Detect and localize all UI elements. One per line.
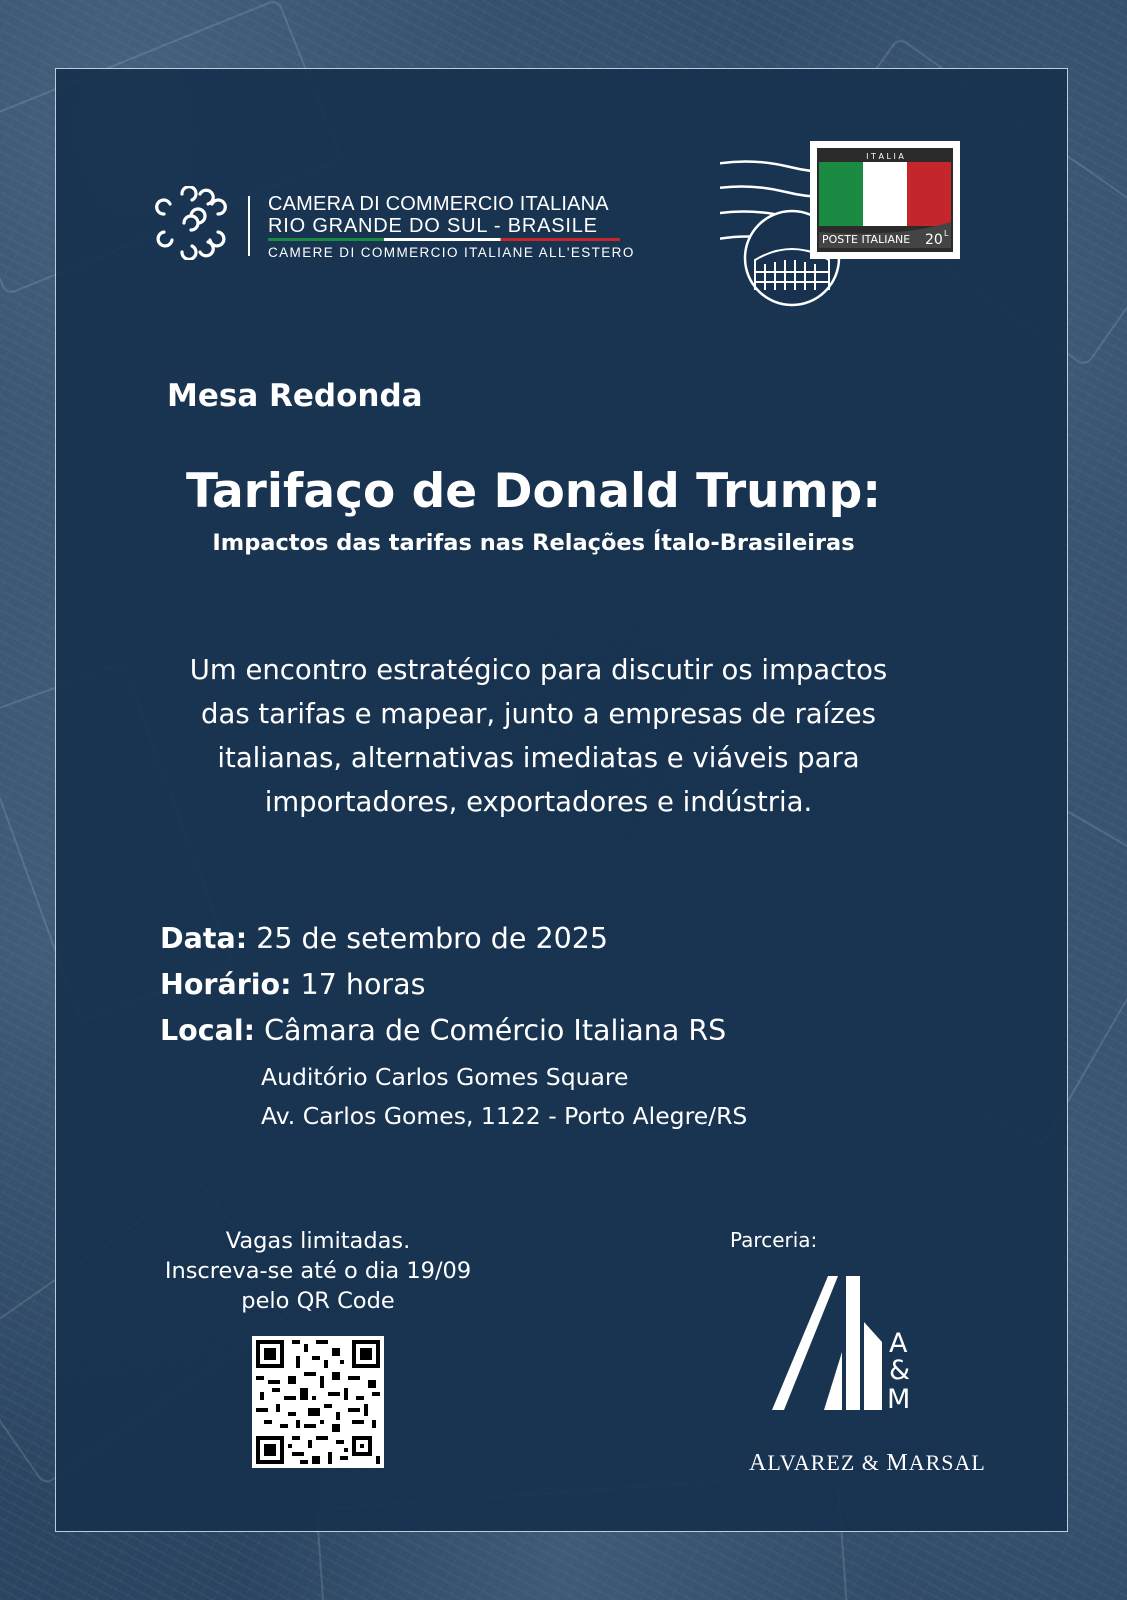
event-category: Mesa Redonda (167, 378, 423, 414)
registration-info (140, 1226, 496, 1316)
chamber-wordmark (268, 193, 635, 260)
registration-line: Inscreva-se até o dia 19/09 (164, 1258, 472, 1284)
logo-letter: A (889, 1328, 908, 1359)
location-venue: Auditório Carlos Gomes Square (261, 1063, 629, 1091)
event-date (160, 922, 608, 955)
italian-flag-rule (268, 238, 620, 241)
partner-label: Parceria: (730, 1228, 818, 1252)
partner-name (749, 1450, 986, 1477)
description-line: importadores, exportadores e indústria. (264, 786, 813, 818)
logo-letter: M (887, 1384, 911, 1415)
registration-line: Vagas limitadas. (225, 1228, 411, 1254)
location-label: Local: (160, 1014, 256, 1047)
logo-letter: & (889, 1355, 911, 1386)
stamp-country-label: I T A L I A (866, 152, 904, 161)
stamp-label: POSTE ITALIANE (822, 233, 911, 246)
date-label: Data: (160, 922, 248, 955)
description-line: Um encontro estratégico para discutir os impactos (189, 654, 888, 686)
description-line: das tarifas e mapear, junto a empresas de raízes (201, 698, 876, 730)
italian-postage-stamp-icon (720, 140, 980, 320)
partner-name-initial: A (749, 1450, 768, 1476)
event-description (90, 648, 987, 824)
chamber-name-line1: CAMERA DI COMMERCIO ITALIANA (268, 193, 609, 215)
qr-code[interactable] (252, 1336, 384, 1468)
alvarez-marsal-logo-icon (772, 1272, 942, 1417)
partner-name-part: LVAREZ & (767, 1450, 887, 1475)
description-line: italianas, alternativas imediatas e viáveis para (217, 742, 860, 774)
time-label: Horário: (160, 968, 292, 1001)
partner-name-initial: M (886, 1450, 909, 1476)
location-address: Av. Carlos Gomes, 1122 - Porto Alegre/RS (261, 1102, 748, 1130)
stamp-currency: L (944, 229, 949, 238)
partner-name-part: ARSAL (908, 1450, 986, 1475)
chamber-network-line: CAMERE DI COMMERCIO ITALIANE ALL'ESTERO (268, 245, 635, 260)
logo-divider (248, 196, 250, 256)
event-subtitle: Impactos das tarifas nas Relações Ítalo-Brasileiras (212, 530, 855, 556)
event-location (160, 1014, 726, 1047)
date-value: 25 de setembro de 2025 (247, 922, 608, 955)
event-title: Tarifaço de Donald Trump: (185, 464, 882, 519)
stamp-value: 20 (925, 232, 943, 248)
chamber-logo-icon (154, 186, 228, 260)
registration-line: pelo QR Code (241, 1288, 395, 1314)
location-value: Câmara de Comércio Italiana RS (255, 1014, 727, 1047)
time-value: 17 horas (291, 968, 426, 1001)
event-time (160, 968, 425, 1001)
chamber-name-line2: RIO GRANDE DO SUL - BRASILE (268, 215, 598, 237)
